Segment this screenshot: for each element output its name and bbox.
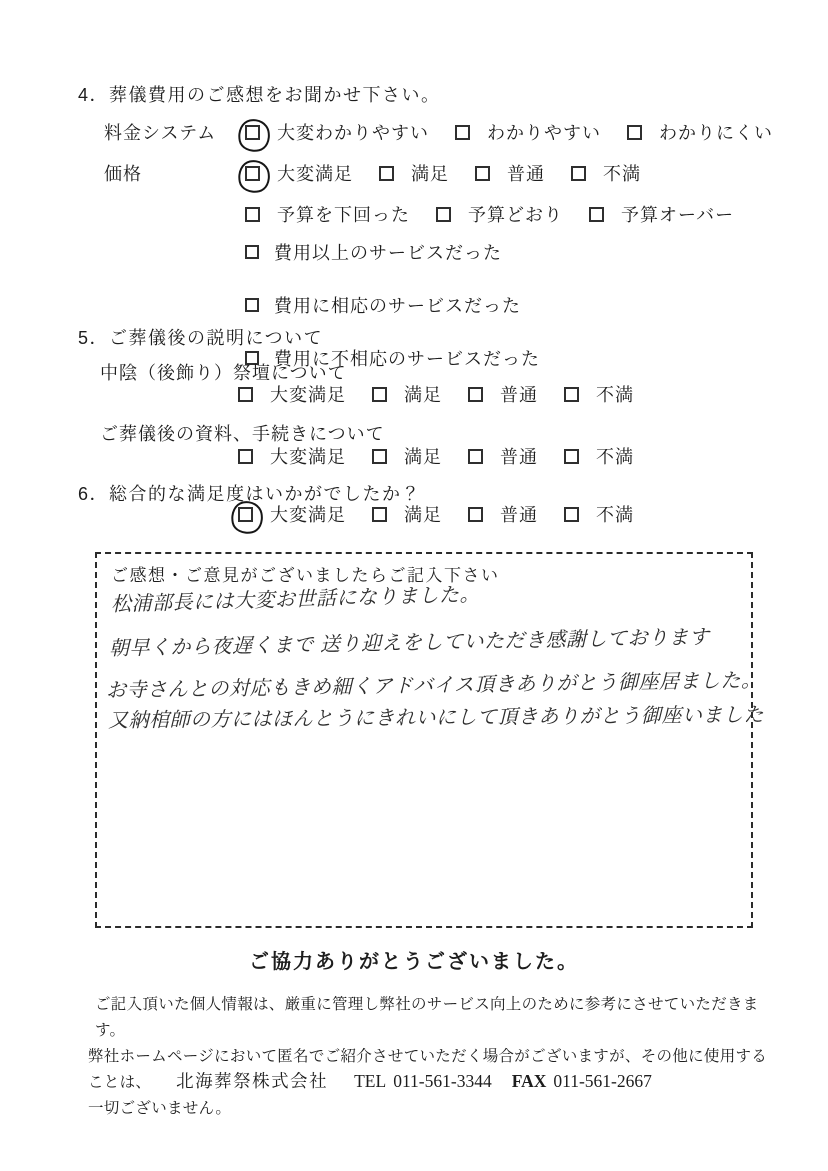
checkbox[interactable] bbox=[245, 298, 259, 312]
options-row bbox=[245, 201, 734, 227]
checkbox[interactable] bbox=[436, 207, 451, 222]
handwritten-line: 又納棺師の方にはほんとうにきれいにして頂きありがとう御座いました bbox=[107, 704, 765, 732]
company-name: 北海葬祭株式会社 bbox=[176, 1071, 329, 1091]
option-label: 満足 bbox=[411, 164, 449, 184]
tel-label: TEL bbox=[354, 1071, 387, 1091]
option-label: 費用に不相応のサービスだった bbox=[274, 349, 540, 369]
comment-write-in-box[interactable] bbox=[95, 552, 765, 928]
option bbox=[379, 160, 449, 186]
option-label: 普通 bbox=[500, 447, 538, 467]
q4-service-value-options bbox=[245, 239, 540, 377]
option-label: 費用以上のサービスだった bbox=[274, 243, 502, 263]
checkbox[interactable] bbox=[372, 387, 387, 402]
option-label: 予算どおり bbox=[468, 205, 563, 225]
option bbox=[245, 239, 540, 265]
handwritten-line: 朝早くから夜遅くまで 送り迎えをしていただき感謝しております bbox=[108, 626, 710, 660]
privacy-line: 弊社ホームページにおいて匿名でご紹介させていただく場合がございますが、その他に使用することは、 bbox=[88, 1048, 768, 1091]
fax-number: 011-561-2667 bbox=[553, 1071, 652, 1091]
option bbox=[436, 201, 563, 227]
option-label: 満足 bbox=[404, 505, 442, 525]
checkbox[interactable] bbox=[564, 507, 579, 522]
tel-number: 011-561-3344 bbox=[393, 1071, 492, 1091]
checkbox[interactable] bbox=[245, 207, 260, 222]
checkbox[interactable] bbox=[468, 449, 483, 464]
closing-thanks: ご協力ありがとうございました。 bbox=[249, 951, 579, 973]
option-label: 大変満足 bbox=[270, 447, 346, 467]
q5-sub1-label: 中陰（後飾り）祭壇について bbox=[100, 363, 347, 383]
option bbox=[475, 160, 545, 186]
checkbox[interactable] bbox=[564, 387, 579, 402]
option bbox=[245, 160, 353, 186]
option-label: 予算オーバー bbox=[621, 205, 735, 225]
option bbox=[238, 501, 346, 527]
option bbox=[564, 381, 634, 407]
checkbox[interactable] bbox=[564, 449, 579, 464]
row-label-price: 価格 bbox=[104, 164, 142, 184]
checkbox[interactable] bbox=[627, 125, 642, 140]
q4-row-fee-system bbox=[104, 119, 773, 145]
checkbox[interactable] bbox=[475, 166, 490, 181]
checkbox[interactable] bbox=[372, 507, 387, 522]
q5-sub1-options bbox=[238, 381, 634, 407]
option-label: 大変満足 bbox=[270, 505, 346, 525]
handwritten-line: 松浦部長には大変お世話になりました。 bbox=[110, 583, 481, 616]
option bbox=[238, 381, 346, 407]
option bbox=[455, 119, 601, 145]
q4-row-price bbox=[104, 160, 641, 186]
privacy-note bbox=[88, 992, 768, 1122]
q6-options bbox=[238, 501, 634, 527]
option-label: 費用に相応のサービスだった bbox=[274, 296, 521, 316]
option bbox=[564, 501, 634, 527]
option bbox=[589, 201, 734, 227]
checkbox[interactable] bbox=[455, 125, 470, 140]
option-label: 不満 bbox=[596, 505, 634, 525]
company-footer bbox=[0, 1068, 828, 1093]
row-label-fee-system: 料金システム bbox=[104, 123, 217, 143]
checkbox[interactable] bbox=[245, 245, 259, 259]
option-label: 大変満足 bbox=[277, 164, 353, 184]
checkbox[interactable] bbox=[468, 507, 483, 522]
checkbox[interactable] bbox=[238, 449, 253, 464]
option bbox=[238, 443, 346, 469]
option bbox=[372, 381, 442, 407]
option bbox=[468, 381, 538, 407]
checkbox[interactable] bbox=[245, 166, 260, 181]
option-label: 満足 bbox=[404, 385, 442, 405]
option-label: 満足 bbox=[404, 447, 442, 467]
question5-title: 5．ご葬儀後の説明について bbox=[78, 328, 324, 348]
options-row bbox=[245, 160, 641, 186]
option bbox=[627, 119, 773, 145]
option-label: わかりにくい bbox=[659, 123, 773, 143]
option-label: 予算を下回った bbox=[277, 205, 410, 225]
checkbox[interactable] bbox=[468, 387, 483, 402]
handwritten-line: お寺さんとの対応もきめ細くアドバイス頂きありがとう御座居ました。 bbox=[105, 669, 762, 702]
option bbox=[245, 292, 540, 318]
privacy-line: ご記入頂いた個人情報は、厳重に管理し弊社のサービス向上のために参考にさせていただきます。 bbox=[95, 996, 759, 1039]
question4-title: 4．葬儀費用のご感想をお聞かせ下さい。 bbox=[78, 85, 441, 105]
option bbox=[372, 501, 442, 527]
option-label: 大変満足 bbox=[270, 385, 346, 405]
option bbox=[468, 501, 538, 527]
privacy-line: 一切ございません。 bbox=[88, 1100, 232, 1117]
option bbox=[372, 443, 442, 469]
checkbox[interactable] bbox=[379, 166, 394, 181]
checkbox[interactable] bbox=[238, 387, 253, 402]
checkbox[interactable] bbox=[238, 507, 253, 522]
option-label: 不満 bbox=[596, 447, 634, 467]
comment-prompt: ご感想・ご意見がございましたらご記入下さい bbox=[111, 566, 500, 585]
option bbox=[245, 119, 429, 145]
option-label: 普通 bbox=[500, 385, 538, 405]
option-label: 不満 bbox=[603, 164, 641, 184]
q5-sub2-label: ご葬儀後の資料、手続きについて bbox=[100, 424, 385, 444]
q5-sub2-options bbox=[238, 443, 634, 469]
option-label: 不満 bbox=[596, 385, 634, 405]
q4-row-budget bbox=[104, 201, 734, 227]
option-label: わかりやすい bbox=[487, 123, 601, 143]
option bbox=[571, 160, 641, 186]
checkbox[interactable] bbox=[589, 207, 604, 222]
option-label: 普通 bbox=[507, 164, 545, 184]
checkbox[interactable] bbox=[372, 449, 387, 464]
option bbox=[245, 201, 410, 227]
checkbox[interactable] bbox=[245, 125, 260, 140]
fax-label: FAX bbox=[511, 1071, 547, 1091]
options-row bbox=[245, 119, 773, 145]
option bbox=[564, 443, 634, 469]
option-label: 普通 bbox=[500, 505, 538, 525]
option bbox=[468, 443, 538, 469]
checkbox[interactable] bbox=[571, 166, 586, 181]
option-label: 大変わかりやすい bbox=[277, 123, 429, 143]
question6-title: 6．総合的な満足度はいかがでしたか？ bbox=[78, 484, 422, 504]
